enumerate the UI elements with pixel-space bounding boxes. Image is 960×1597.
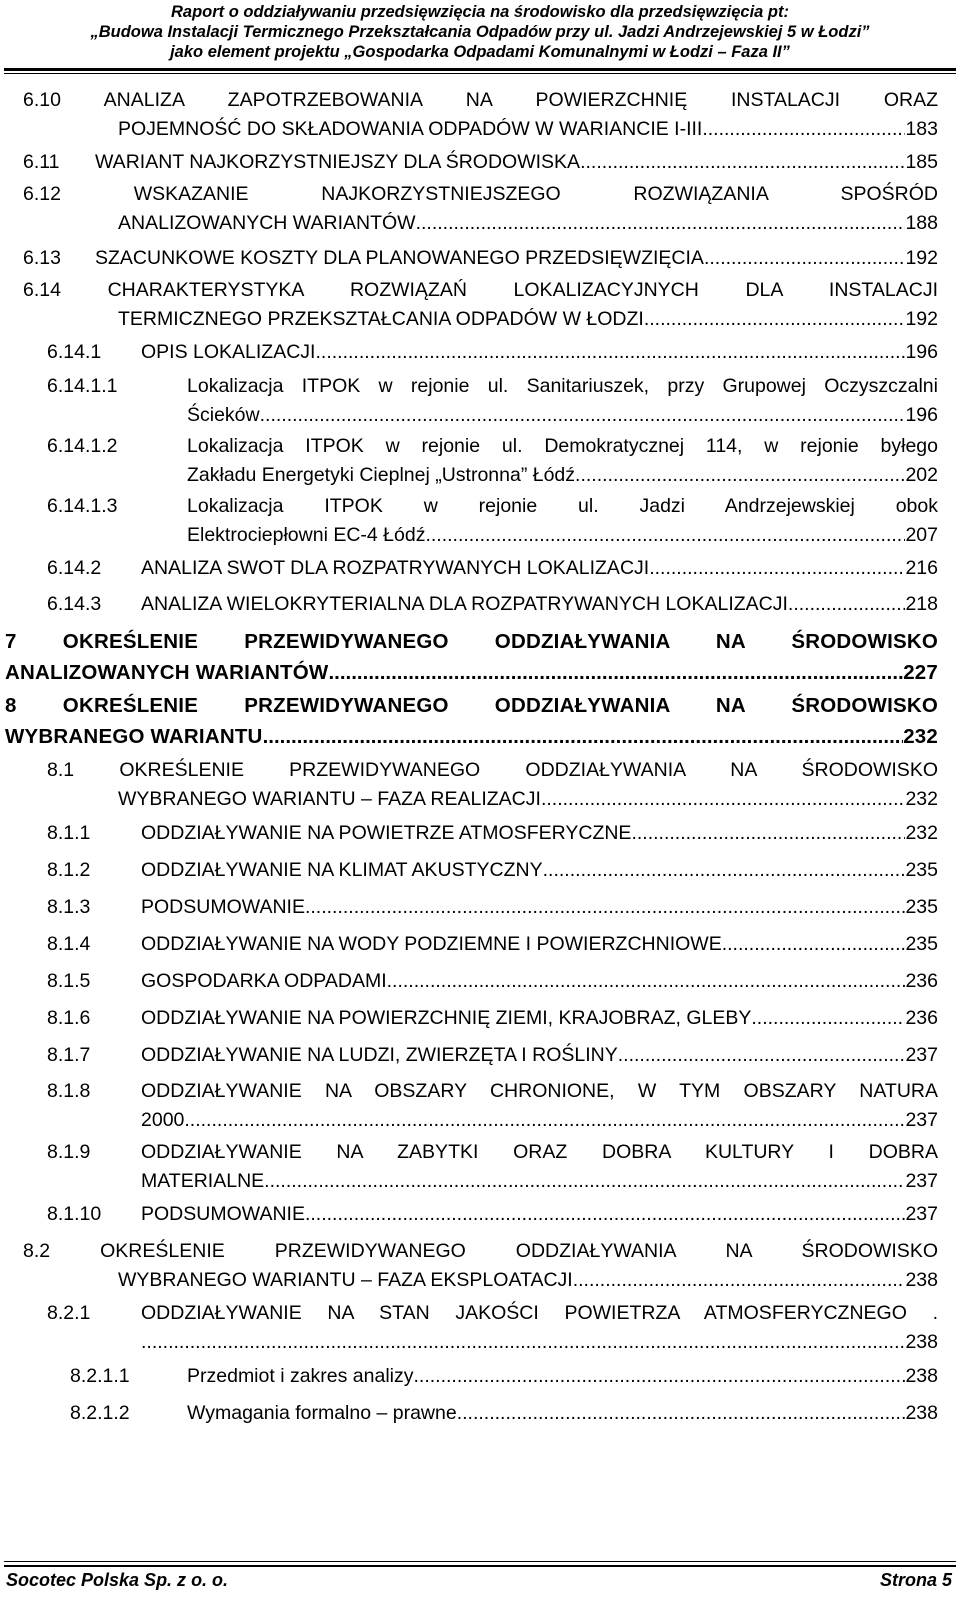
- toc-entry-last-line: [141, 967, 938, 996]
- toc-entry-number: 6.14.1: [47, 341, 102, 363]
- toc-entry-number: 6.14.2: [47, 557, 102, 579]
- toc-leader-dots: [573, 1266, 906, 1295]
- toc-entry[interactable]: [47, 338, 938, 367]
- toc-entry-last-line: [187, 521, 938, 550]
- toc-entry-last-line: [141, 1167, 938, 1196]
- toc-leader-dots: [184, 1106, 905, 1135]
- toc-entry-title-line: [23, 1237, 938, 1266]
- toc-entry-title-line: [23, 86, 938, 115]
- toc-entry-title-text: OKREŚLENIE PRZEWIDYWANEGO ODDZIAŁYWANIA NA ŚRODOWISKO: [62, 694, 938, 717]
- toc-entry-number: 6.14.1.1: [47, 375, 118, 397]
- toc-leader-dots: [618, 1041, 906, 1070]
- toc-entry-last-line: [141, 856, 938, 885]
- toc-entry-title: ODDZIAŁYWANIE NA KLIMAT AKUSTYCZNY: [141, 859, 543, 881]
- toc-entry[interactable]: [47, 432, 938, 490]
- toc-entry-title-line: Lokalizacja ITPOK w rejonie ul. Jadzi Andrzejewskiej obok: [187, 495, 938, 517]
- toc-entry[interactable]: [47, 1138, 938, 1196]
- footer-divider-thin: [4, 1561, 956, 1562]
- toc-leader-dots: [305, 1200, 906, 1229]
- toc-entry-last-line: [23, 305, 938, 334]
- toc-entry[interactable]: [47, 756, 938, 814]
- toc-entry-number: 8.2: [23, 1240, 51, 1262]
- toc-entry-title: POJEMNOŚĆ DO SKŁADOWANIA ODPADÓW W WARIANCIE I-III: [118, 118, 703, 140]
- toc-entry-last-line: [187, 1362, 938, 1391]
- toc-entry-title: ODDZIAŁYWANIE NA WODY PODZIEMNE I POWIERZCHNIOWE: [141, 933, 722, 955]
- toc-entry-last-line: [141, 893, 938, 922]
- toc-entry-page: 232: [905, 788, 938, 810]
- toc-entry[interactable]: [47, 967, 938, 996]
- toc-entry-title: Wymagania formalno – prawne: [187, 1402, 457, 1424]
- toc-entry-number: 8.1: [47, 759, 75, 781]
- toc-entry-last-line: [23, 1266, 938, 1295]
- toc-entry-page: 238: [905, 1402, 938, 1424]
- toc-entry[interactable]: [47, 856, 938, 885]
- toc-entry-title-text: CHARAKTERYSTYKA ROZWIĄZAŃ LOKALIZACYJNYCH DLA INSTALACJI: [107, 279, 938, 301]
- toc-entry-number: 6.14.3: [47, 593, 102, 615]
- toc-entry-title: WARIANT NAJKORZYSTNIEJSZY DLA ŚRODOWISKA: [95, 151, 581, 173]
- toc-entry-number: 6.12: [23, 183, 61, 205]
- toc-entry-title-line: [5, 690, 938, 721]
- toc-entry-title: Zakładu Energetyki Cieplnej „Ustronna” Łódź: [187, 464, 576, 486]
- toc-entry-page: 196: [905, 404, 938, 426]
- toc-entry-last-line: [47, 785, 938, 814]
- toc-entry[interactable]: [23, 86, 938, 144]
- toc-entry-number: 6.13: [23, 247, 61, 269]
- toc-entry-title: ANALIZOWANYCH WARIANTÓW: [5, 661, 329, 684]
- toc-leader-dots: [260, 401, 906, 430]
- toc-entry-last-line: [95, 148, 938, 177]
- toc-entry[interactable]: [47, 1041, 938, 1070]
- toc-entry-title: Ścieków: [187, 404, 260, 426]
- toc-entry-page: 232: [905, 822, 938, 844]
- toc-leader-dots: [414, 1362, 906, 1391]
- toc-entry-title: 2000: [141, 1109, 185, 1131]
- toc-entry-page: 237: [905, 1203, 938, 1225]
- toc-entry-title-text: OKREŚLENIE PRZEWIDYWANEGO ODDZIAŁYWANIA NA ŚRODOWISKO: [119, 759, 938, 781]
- toc-entry-title-line: [47, 756, 938, 785]
- toc-entry-page: 192: [905, 308, 938, 330]
- toc-entry-title: ANALIZA WIELOKRYTERIALNA DLA ROZPATRYWANYCH LOKALIZACJI: [141, 593, 788, 615]
- toc-entry-last-line: [23, 115, 938, 144]
- toc-entry[interactable]: [23, 276, 938, 334]
- toc-entry-title-line: [23, 276, 938, 305]
- toc-entry-page: 227: [903, 661, 938, 684]
- toc-entry-page: 236: [905, 1007, 938, 1029]
- toc-entry[interactable]: [47, 372, 938, 430]
- toc-entry[interactable]: [5, 626, 938, 688]
- toc-entry-title-line: [23, 180, 938, 209]
- toc-entry-title-line: Lokalizacja ITPOK w rejonie ul. Sanitariuszek, przy Grupowej Oczyszczalni: [187, 375, 938, 397]
- toc-entry-title-text: OKREŚLENIE PRZEWIDYWANEGO ODDZIAŁYWANIA NA ŚRODOWISKO: [100, 1240, 938, 1262]
- toc-entry-title: ODDZIAŁYWANIE NA POWIERZCHNIĘ ZIEMI, KRAJOBRAZ, GLEBY: [141, 1007, 752, 1029]
- toc-entry[interactable]: [23, 180, 938, 238]
- toc-entry-title: MATERIALNE: [141, 1170, 265, 1192]
- toc-leader-dots: [631, 819, 905, 848]
- toc-leader-dots: [788, 590, 906, 619]
- header-line-3: jako element projektu „Gospodarka Odpadami Komunalnymi w Łodzi – Faza II”: [170, 43, 790, 61]
- toc-entry[interactable]: [47, 1299, 938, 1357]
- toc-entry-page: 196: [905, 341, 938, 363]
- toc-entry-number: 8.1.8: [47, 1080, 91, 1102]
- toc-entry-title-text: WSKAZANIE NAJKORZYSTNIEJSZEGO ROZWIĄZANIA SPOŚRÓD: [133, 183, 939, 205]
- toc-entry-last-line: [187, 401, 938, 430]
- toc-leader-dots: [425, 521, 905, 550]
- toc-leader-dots: [315, 338, 905, 367]
- toc-entry-page: 235: [905, 896, 938, 918]
- toc-entry-number: 6.11: [23, 151, 60, 173]
- toc-entry-number: 6.14: [23, 279, 61, 301]
- toc-entry-title: TERMICZNEGO PRZEKSZTAŁCANIA ODPADÓW W ŁODZI: [118, 308, 644, 330]
- toc-entry-page: 192: [905, 247, 938, 269]
- toc-entry-last-line: [5, 657, 938, 688]
- toc-entry-last-line: [141, 338, 938, 367]
- toc-entry-page: 238: [905, 1331, 938, 1353]
- toc-entry[interactable]: [5, 690, 938, 752]
- toc-entry[interactable]: [70, 1399, 938, 1428]
- toc-entry-number: 8.1.10: [47, 1203, 102, 1225]
- toc-entry-title: PODSUMOWANIE: [141, 896, 305, 918]
- toc-entry-last-line: [141, 1106, 938, 1135]
- toc-entry-title: Elektrociepłowni EC-4 Łódź: [187, 524, 426, 546]
- toc-leader-dots: [751, 1004, 905, 1033]
- toc-entry-title-line: Lokalizacja ITPOK w rejonie ul. Demokratycznej 114, w rejonie byłego: [187, 435, 938, 457]
- toc-entry-title: WYBRANEGO WARIANTU – FAZA EKSPLOATACJI: [118, 1269, 573, 1291]
- toc-entry-number: 6.10: [23, 89, 61, 111]
- toc-entry-title-line: ODDZIAŁYWANIE NA ZABYTKI ORAZ DOBRA KULTURY I DOBRA: [141, 1141, 938, 1163]
- toc-leader-dots: [263, 721, 904, 752]
- toc-entry[interactable]: [23, 244, 938, 273]
- toc-entry-last-line: [141, 1041, 938, 1070]
- toc-entry-number: 8.2.1.2: [70, 1402, 130, 1424]
- toc-leader-dots: [649, 554, 905, 583]
- toc-entry-title: GOSPODARKA ODPADAMI: [141, 970, 387, 992]
- toc-entry-last-line: [141, 930, 938, 959]
- toc-entry-title: ANALIZOWANYCH WARIANTÓW: [118, 212, 416, 234]
- toc-entry-title: ODDZIAŁYWANIE NA LUDZI, ZWIERZĘTA I ROŚLINY: [141, 1044, 618, 1066]
- toc-entry-title-line: ODDZIAŁYWANIE NA OBSZARY CHRONIONE, W TYM OBSZARY NATURA: [141, 1080, 938, 1102]
- toc-entry-page: 185: [905, 151, 938, 173]
- toc-entry[interactable]: [47, 893, 938, 922]
- toc-entry-page: 207: [905, 524, 938, 546]
- toc-entry[interactable]: [23, 148, 938, 177]
- toc-entry-title-text: ANALIZA ZAPOTRZEBOWANIA NA POWIERZCHNIĘ INSTALACJI ORAZ: [103, 89, 939, 111]
- toc-entry-page: 188: [905, 212, 938, 234]
- toc-leader-dots: [305, 893, 906, 922]
- toc-entry-number: 8.1.4: [47, 933, 91, 955]
- toc-leader-dots: [644, 305, 906, 334]
- footer-company: Socotec Polska Sp. z o. o.: [6, 1570, 229, 1590]
- toc-entry-number: 8: [5, 694, 17, 717]
- toc-entry-last-line: [23, 209, 938, 238]
- toc-entry-number: 8.1.5: [47, 970, 91, 992]
- toc-entry-number: 6.14.1.2: [47, 435, 118, 457]
- toc-entry-last-line: [141, 819, 938, 848]
- toc-entry-number: 8.1.1: [47, 822, 91, 844]
- toc-entry-title: OPIS LOKALIZACJI: [141, 341, 316, 363]
- toc-entry-number: 8.1.2: [47, 859, 91, 881]
- toc-entry[interactable]: [47, 930, 938, 959]
- toc-leader-dots: [543, 856, 906, 885]
- toc-entry-page: 238: [905, 1365, 938, 1387]
- toc-entry-page: 235: [905, 933, 938, 955]
- toc-entry[interactable]: [47, 1077, 938, 1135]
- toc-entry[interactable]: [70, 1362, 938, 1391]
- header-line-2: „Budowa Instalacji Termicznego Przekształcania Odpadów przy ul. Jadzi Andrzejewskiej 5 w Łodzi”: [90, 23, 870, 41]
- toc-entry-number: 8.1.7: [47, 1044, 91, 1066]
- toc-entry-number: 7: [5, 630, 17, 653]
- toc-entry[interactable]: [47, 492, 938, 550]
- toc-entry-last-line: [187, 461, 938, 490]
- toc-entry-title: Przedmiot i zakres analizy: [187, 1365, 414, 1387]
- toc-entry-title: ANALIZA SWOT DLA ROZPATRYWANYCH LOKALIZACJI: [141, 557, 650, 579]
- toc-leader-dots: [702, 115, 905, 144]
- header-line-1: Raport o oddziaływaniu przedsięwzięcia na środowisko dla przedsięwzięcia pt:: [171, 3, 789, 21]
- toc-entry-last-line: [141, 1200, 938, 1229]
- toc-entry-title: WYBRANEGO WARIANTU – FAZA REALIZACJI: [118, 788, 541, 810]
- toc-entry-number: 8.1.6: [47, 1007, 91, 1029]
- toc-entry[interactable]: [47, 590, 938, 619]
- toc-entry-last-line: [141, 554, 938, 583]
- toc-entry-number: 8.1.9: [47, 1141, 91, 1163]
- toc-leader-dots: [457, 1399, 906, 1428]
- toc-entry-page: 183: [905, 118, 938, 140]
- toc-entry[interactable]: [23, 1237, 938, 1295]
- footer-page-number: Strona 5: [879, 1570, 952, 1590]
- toc-entry-last-line: [95, 244, 938, 273]
- toc-entry-page: 236: [905, 970, 938, 992]
- toc-entry-number: 8.1.3: [47, 896, 91, 918]
- toc-entry-number: 8.2.1: [47, 1302, 91, 1324]
- toc-entry-title: SZACUNKOWE KOSZTY DLA PLANOWANEGO PRZEDSIĘWZIĘCIA: [95, 247, 704, 269]
- toc-leader-dots: [575, 461, 905, 490]
- toc-leader-dots: [264, 1167, 905, 1196]
- toc-entry-page: 238: [905, 1269, 938, 1291]
- toc-entry-page: 237: [905, 1044, 938, 1066]
- toc-entry-page: 216: [905, 557, 938, 579]
- toc-entry-page: 202: [905, 464, 938, 486]
- toc-entry-title-line: ODDZIAŁYWANIE NA STAN JAKOŚCI POWIETRZA ATMOSFERYCZNEGO .: [141, 1302, 938, 1324]
- toc-entry[interactable]: [47, 1200, 938, 1229]
- toc-entry-title: ODDZIAŁYWANIE NA POWIETRZE ATMOSFERYCZNE: [141, 822, 632, 844]
- toc-entry-last-line: [141, 1328, 938, 1357]
- toc-entry[interactable]: [47, 554, 938, 583]
- toc-leader-dots: [541, 785, 906, 814]
- toc-entry-number: 6.14.1.3: [47, 495, 118, 517]
- toc-entry-page: 237: [905, 1109, 938, 1131]
- toc-entry-last-line: [5, 721, 938, 752]
- toc-leader-dots: [580, 148, 905, 177]
- toc-leader-dots: [704, 244, 906, 273]
- toc-leader-dots: [416, 209, 906, 238]
- toc-entry-last-line: [141, 1004, 938, 1033]
- toc-entry[interactable]: [47, 1004, 938, 1033]
- toc-leader-dots: [387, 967, 906, 996]
- toc-leader-dots: [141, 1328, 905, 1357]
- toc-entry-page: 235: [905, 859, 938, 881]
- toc-leader-dots: [722, 930, 906, 959]
- toc-entry-page: 232: [903, 725, 938, 748]
- toc-leader-dots: [328, 657, 903, 688]
- toc-entry-page: 218: [905, 593, 938, 615]
- toc-entry-title-line: [5, 626, 938, 657]
- toc-entry-title: WYBRANEGO WARIANTU: [5, 725, 263, 748]
- toc-entry-title: PODSUMOWANIE: [141, 1203, 305, 1225]
- toc-entry-last-line: [141, 590, 938, 619]
- toc-entry-last-line: [187, 1399, 938, 1428]
- toc-entry[interactable]: [47, 819, 938, 848]
- footer-divider: [4, 1565, 956, 1567]
- toc-entry-title-text: OKREŚLENIE PRZEWIDYWANEGO ODDZIAŁYWANIA NA ŚRODOWISKO: [62, 630, 938, 653]
- toc-entry-number: 8.2.1.1: [70, 1365, 130, 1387]
- toc-entry-page: 237: [905, 1170, 938, 1192]
